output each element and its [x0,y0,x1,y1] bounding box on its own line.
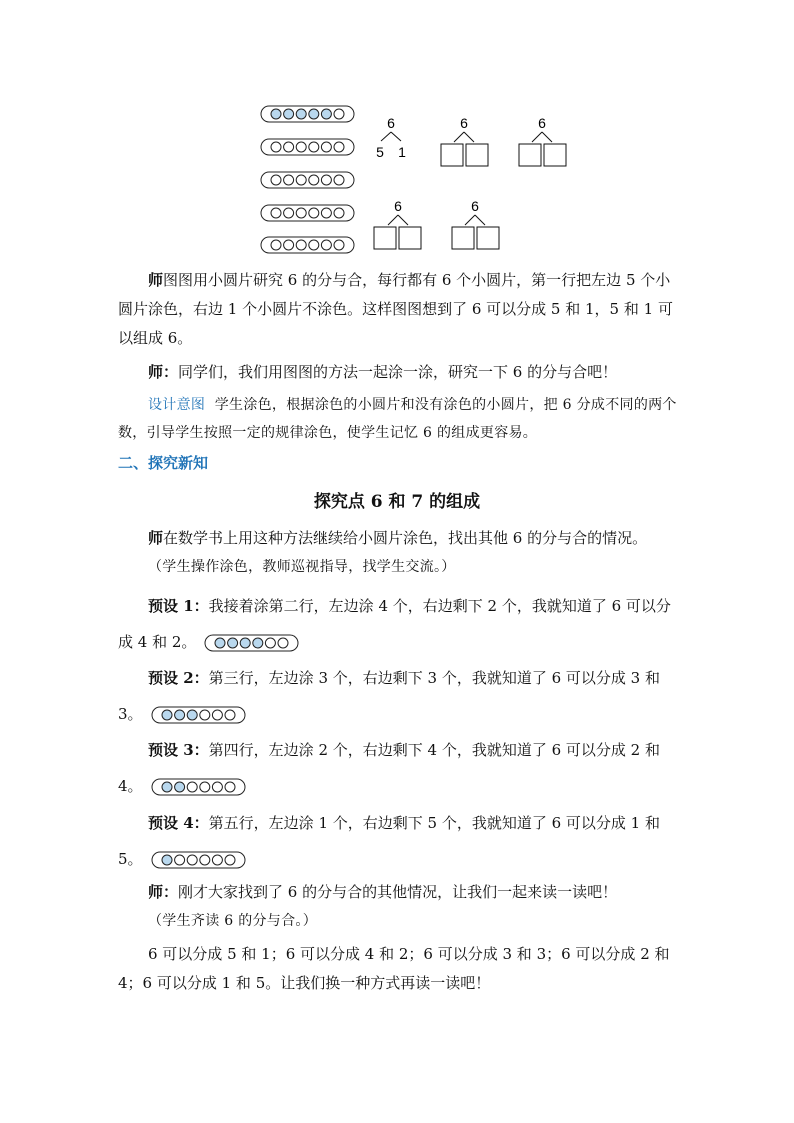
empty-pellet [271,142,281,152]
empty-pellet [334,240,344,250]
preset-label: 预设 1： [148,597,209,615]
design-intent-label: 设计意图 [148,397,206,413]
pellet-bar [151,850,247,870]
empty-pellet [225,855,235,865]
split-tree-4 [374,198,421,249]
pellet-bar [151,777,247,797]
preset-4 [118,805,678,877]
filled-pellet [321,109,331,119]
empty-pellet [309,142,319,152]
tree-top-number: 6 [394,198,402,214]
paragraph-text: 图图用小圆片研究 6 的分与合，每行都有 6 个小圆片，第一行把左边 5 个小圆片涂色，右边 1 个小圆片不涂色。这样图图想到了 6 可以分成 5 和 1，5 和 1 可以组成 6。 [118,271,673,347]
empty-pellet [212,710,222,720]
empty-pellet [212,855,222,865]
pellet-bar [261,172,354,188]
empty-pellet [284,240,294,250]
empty-pellet [321,175,331,185]
preset-3 [118,732,678,804]
empty-pellet [199,855,209,865]
empty-pellet [309,175,319,185]
filled-pellet [296,109,306,119]
tree-top-number: 6 [471,198,479,214]
summary-paragraph: 6 可以分成 5 和 1；6 可以分成 4 和 2；6 可以分成 3 和 3；6 可以分成 2 和 4；6 可以分成 1 和 5。让我们换一种方式再读一读吧！ [118,945,670,992]
speaker-label: 师： [148,363,179,381]
empty-pellet [212,782,222,792]
pellet-bar-svg [151,705,247,725]
speaker-label: 师： [148,883,179,901]
empty-pellet [284,175,294,185]
empty-pellet [187,782,197,792]
empty-pellet [225,782,235,792]
pellet-bar [261,237,354,253]
design-intent-text: 学生涂色，根据涂色的小圆片和没有涂色的小圆片，把 6 分成不同的两个数，引导学生按照一定的规律涂色，使学生记忆 6 的组成更容易。 [118,397,677,441]
empty-pellet [334,208,344,218]
empty-pellet [271,208,281,218]
empty-pellet [187,855,197,865]
filled-pellet [174,782,184,792]
preset-1 [118,588,678,660]
answer-box[interactable] [374,227,396,249]
design-intent-note [118,391,678,447]
split-tree-1 [376,115,406,160]
empty-pellet [278,638,288,648]
filled-pellet [162,710,172,720]
empty-pellet [284,208,294,218]
section-heading: 二、探究新知 [118,454,209,472]
preset-text: 第五行，左边涂 1 个，右边剩下 5 个，我就知道了 6 可以分成 1 和 5。 [118,814,660,868]
empty-pellet [225,710,235,720]
answer-box[interactable] [452,227,474,249]
filled-pellet [162,782,172,792]
preset-text: 第四行，左边涂 2 个，右边剩下 4 个，我就知道了 6 可以分成 2 和 4。 [118,741,660,795]
answer-box[interactable] [519,144,541,166]
answer-box[interactable] [477,227,499,249]
pellet-bar-svg [204,633,300,653]
preset-label: 预设 3： [148,741,209,759]
filled-pellet [187,710,197,720]
filled-pellet [253,638,263,648]
paragraph-text: 在数学书上用这种方法继续给小圆片涂色，找出其他 6 的分与合的情况。 [163,529,648,547]
filled-pellet [215,638,225,648]
pellet-figure [0,0,794,260]
tree-top-number: 6 [460,115,468,131]
pellet-bar-svg [151,777,247,797]
paragraph-text: 同学们，我们用图图的方法一起涂一涂，研究一下 6 的分与合吧！ [178,363,618,381]
pellet-bar [151,705,247,725]
paragraph-text: 刚才大家找到了 6 的分与合的其他情况，让我们一起来读一读吧！ [178,883,618,901]
teacher-paragraph-2 [118,358,678,387]
preset-2 [118,660,678,732]
empty-pellet [266,638,276,648]
tree-top-number: 6 [387,115,395,131]
empty-pellet [309,240,319,250]
empty-pellet [271,240,281,250]
empty-pellet [271,175,281,185]
filled-pellet [271,109,281,119]
pellet-bar [261,139,354,155]
filled-pellet [284,109,294,119]
empty-pellet [296,175,306,185]
empty-pellet [284,142,294,152]
teacher-paragraph-1 [118,266,678,353]
filled-pellet [241,638,251,648]
pellet-bar [204,633,300,653]
answer-box[interactable] [399,227,421,249]
answer-box[interactable] [466,144,488,166]
empty-pellet [296,142,306,152]
empty-pellet [334,175,344,185]
empty-pellet [296,208,306,218]
teacher-paragraph-3 [118,524,678,553]
preset-label: 预设 2： [148,669,209,687]
split-tree-2 [441,115,488,166]
empty-pellet [309,208,319,218]
empty-pellet [334,142,344,152]
split-tree-3 [519,115,566,166]
teacher-paragraph-4 [118,878,678,907]
pellet-bar [205,635,298,651]
empty-pellet [334,109,344,119]
student-reading-note: （学生齐读 6 的分与合。） [148,913,318,929]
empty-pellet [296,240,306,250]
pellet-bar [152,707,245,723]
pellet-bar [152,852,245,868]
empty-pellet [321,240,331,250]
filled-pellet [228,638,238,648]
empty-pellet [321,142,331,152]
split-tree-5 [452,198,499,249]
pellet-bar-svg [151,850,247,870]
speaker-label: 师 [148,271,164,289]
figure-svg [0,0,794,260]
preset-text: 我接着涂第二行，左边涂 4 个，右边剩下 2 个，我就知道了 6 可以分成 4 和 2。 [118,597,671,651]
tree-right-number: 1 [398,144,406,160]
empty-pellet [321,208,331,218]
tree-top-number: 6 [538,115,546,131]
pellet-bar [261,106,354,122]
empty-pellet [174,855,184,865]
answer-box[interactable] [441,144,463,166]
empty-pellet [199,710,209,720]
preset-label: 预设 4： [148,814,209,832]
speaker-label: 师 [148,529,164,547]
filled-pellet [174,710,184,720]
filled-pellet [309,109,319,119]
filled-pellet [162,855,172,865]
answer-box[interactable] [544,144,566,166]
preset-text: 第三行，左边涂 3 个，右边剩下 3 个，我就知道了 6 可以分成 3 和 3。 [118,669,660,723]
pellet-bar [261,205,354,221]
tree-left-number: 5 [376,144,384,160]
student-activity-note: （学生操作涂色，教师巡视指导，找学生交流。） [148,559,456,575]
empty-pellet [199,782,209,792]
pellet-bar [152,779,245,795]
lesson-title: 探究点 6 和 7 的组成 [313,492,481,512]
